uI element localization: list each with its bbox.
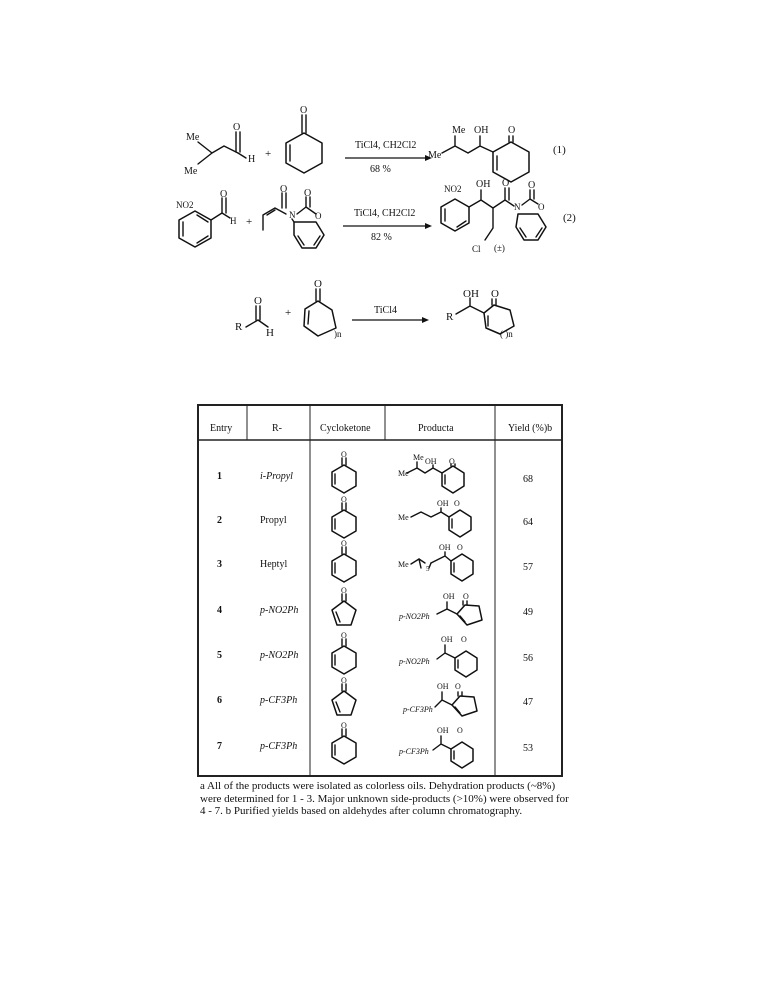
eq2-racemic: (±) bbox=[494, 243, 505, 253]
row-r: i-Propyl bbox=[260, 471, 293, 482]
eq2-product-o-ring: O bbox=[538, 202, 545, 212]
eq1-me-top: Me bbox=[186, 132, 200, 143]
product-structure bbox=[402, 682, 477, 716]
eq1-aldehyde-o: O bbox=[233, 122, 241, 133]
product-structure bbox=[398, 726, 473, 768]
eq2-product-o1: O bbox=[502, 178, 510, 189]
table-row bbox=[217, 495, 533, 538]
svg-text:Me: Me bbox=[398, 513, 409, 522]
header-yield: Yield (%)b bbox=[508, 423, 553, 434]
general-ketone-o: O bbox=[314, 278, 322, 290]
equation-2 bbox=[176, 178, 576, 254]
general-reagent: TiCl4 bbox=[374, 305, 397, 316]
row-yield: 49 bbox=[523, 607, 533, 618]
svg-text:Me: Me bbox=[413, 453, 424, 462]
eq2-product-oh: OH bbox=[476, 179, 491, 190]
table-row bbox=[217, 539, 533, 582]
row-yield: 53 bbox=[523, 743, 533, 754]
eq1-plus: + bbox=[265, 148, 272, 160]
svg-text:O: O bbox=[341, 586, 347, 595]
eq2-conditions: TiCl4, CH2Cl2 bbox=[354, 208, 416, 219]
cyclopentenone-structure bbox=[332, 676, 356, 715]
product-structure bbox=[398, 592, 482, 625]
row-yield: 68 bbox=[523, 474, 533, 485]
row-entry: 7 bbox=[217, 741, 222, 752]
table-row bbox=[217, 631, 533, 677]
svg-text:p-NO2Ph: p-NO2Ph bbox=[399, 657, 430, 666]
results-table bbox=[197, 404, 563, 777]
cyclohexenone-structure bbox=[332, 539, 356, 582]
row-entry: 1 bbox=[217, 471, 222, 482]
svg-text:OH: OH bbox=[439, 543, 451, 552]
svg-text:O: O bbox=[341, 721, 347, 730]
general-plus: + bbox=[285, 307, 292, 319]
svg-text:OH: OH bbox=[437, 499, 449, 508]
eq2-product-no2: NO2 bbox=[444, 184, 462, 194]
header-cycloketone: Cycloketone bbox=[320, 423, 371, 434]
eq2-yield: 82 % bbox=[371, 232, 392, 243]
eq1-product-oh: OH bbox=[474, 125, 489, 136]
table-row bbox=[217, 450, 533, 493]
eq1-product-me-left: Me bbox=[428, 150, 442, 161]
svg-text:O: O bbox=[341, 539, 347, 548]
general-product-n: ( )n bbox=[500, 329, 513, 339]
header-r: R- bbox=[272, 423, 282, 434]
product-structure bbox=[398, 543, 473, 581]
eq2-product-o2: O bbox=[528, 180, 536, 191]
general-product-o: O bbox=[491, 288, 499, 300]
row-yield: 47 bbox=[523, 697, 533, 708]
footnote-text: a All of the products were isolated as colorless oils. Dehydration products (~8%) were determined for 1 - 3. Major unknown side-products (>10%) were observed for 4 - 7. b Purified yields based on aldehydes after column chromatography. bbox=[200, 780, 569, 817]
svg-text:O: O bbox=[457, 543, 463, 552]
eq1-me-bottom: Me bbox=[184, 166, 198, 177]
row-r: p-NO2Ph bbox=[260, 650, 299, 661]
general-product-oh: OH bbox=[463, 288, 479, 300]
product-structure bbox=[398, 635, 477, 677]
svg-text:Me: Me bbox=[398, 469, 409, 478]
svg-text:p-NO2Ph: p-NO2Ph bbox=[399, 612, 430, 621]
table-row bbox=[217, 721, 533, 768]
eq1-yield: 68 % bbox=[370, 164, 391, 175]
svg-text:5: 5 bbox=[426, 565, 430, 573]
svg-text:O: O bbox=[457, 726, 463, 735]
product-structure bbox=[398, 453, 464, 493]
eq2-imide-o1: O bbox=[280, 184, 288, 195]
eq2-number: (2) bbox=[563, 212, 576, 224]
row-r: p-CF3Ph bbox=[260, 741, 298, 752]
eq1-conditions: TiCl4, CH2Cl2 bbox=[355, 140, 417, 151]
header-entry: Entry bbox=[210, 423, 233, 434]
svg-text:O: O bbox=[455, 682, 461, 691]
product-structure bbox=[398, 499, 471, 537]
eq2-no2: NO2 bbox=[176, 200, 194, 210]
row-r: p-NO2Ph bbox=[260, 605, 299, 616]
eq2-product-cl: Cl bbox=[472, 244, 481, 254]
svg-text:OH: OH bbox=[437, 726, 449, 735]
eq1-aldehyde-h: H bbox=[248, 154, 256, 165]
eq2-aldehyde-h: H bbox=[230, 216, 237, 226]
svg-text:O: O bbox=[461, 635, 467, 644]
row-yield: 64 bbox=[523, 517, 533, 528]
row-entry: 2 bbox=[217, 515, 222, 526]
row-entry: 3 bbox=[217, 559, 222, 570]
table-row bbox=[217, 676, 533, 716]
eq2-imide-n: N bbox=[289, 210, 296, 220]
table-header-row bbox=[199, 406, 561, 440]
svg-text:O: O bbox=[341, 450, 347, 459]
cyclohexenone-structure bbox=[332, 450, 356, 493]
general-ring-n: )n bbox=[334, 329, 342, 339]
svg-text:O: O bbox=[341, 631, 347, 640]
svg-text:OH: OH bbox=[425, 457, 437, 466]
general-o: O bbox=[254, 295, 262, 307]
eq1-product-me-top: Me bbox=[452, 125, 466, 136]
table-row bbox=[217, 586, 533, 625]
general-h: H bbox=[266, 327, 274, 339]
eq1-number: (1) bbox=[553, 144, 566, 156]
eq2-product-n: N bbox=[514, 202, 521, 212]
row-entry: 4 bbox=[217, 605, 222, 616]
svg-text:O: O bbox=[449, 457, 455, 466]
cyclohexenone-structure bbox=[332, 495, 356, 538]
row-entry: 5 bbox=[217, 650, 222, 661]
header-product: Producta bbox=[418, 423, 454, 434]
cyclohexenone-structure bbox=[332, 631, 356, 674]
eq2-aldehyde-o: O bbox=[220, 189, 228, 200]
svg-text:O: O bbox=[463, 592, 469, 601]
row-r: Propyl bbox=[260, 515, 287, 526]
results-table-grid bbox=[199, 406, 561, 775]
table-footnote bbox=[200, 780, 572, 818]
svg-text:O: O bbox=[341, 676, 347, 685]
general-r: R bbox=[235, 321, 243, 333]
eq2-imide-o2: O bbox=[304, 188, 312, 199]
equation-1 bbox=[184, 105, 566, 182]
eq1-ketone-o: O bbox=[300, 105, 308, 116]
svg-text:p-CF3Ph: p-CF3Ph bbox=[403, 705, 433, 714]
svg-text:O: O bbox=[341, 495, 347, 504]
svg-text:O: O bbox=[454, 499, 460, 508]
svg-text:OH: OH bbox=[437, 682, 449, 691]
row-r: p-CF3Ph bbox=[260, 695, 298, 706]
eq2-plus: + bbox=[246, 216, 253, 228]
svg-text:Me: Me bbox=[398, 560, 409, 569]
svg-text:p-CF3Ph: p-CF3Ph bbox=[399, 747, 429, 756]
general-reaction bbox=[235, 278, 514, 339]
cyclohexenone-structure bbox=[332, 721, 356, 764]
row-yield: 57 bbox=[523, 562, 533, 573]
svg-text:OH: OH bbox=[441, 635, 453, 644]
reaction-scheme bbox=[0, 0, 775, 400]
svg-text:OH: OH bbox=[443, 592, 455, 601]
general-product-r: R bbox=[446, 311, 454, 323]
eq2-imide-o-ring: O bbox=[315, 211, 322, 221]
eq1-product-o: O bbox=[508, 125, 516, 136]
eq1-cyclohexenone bbox=[286, 133, 322, 173]
row-yield: 56 bbox=[523, 653, 533, 664]
row-entry: 6 bbox=[217, 695, 222, 706]
cyclopentenone-structure bbox=[332, 586, 356, 625]
row-r: Heptyl bbox=[260, 559, 288, 570]
